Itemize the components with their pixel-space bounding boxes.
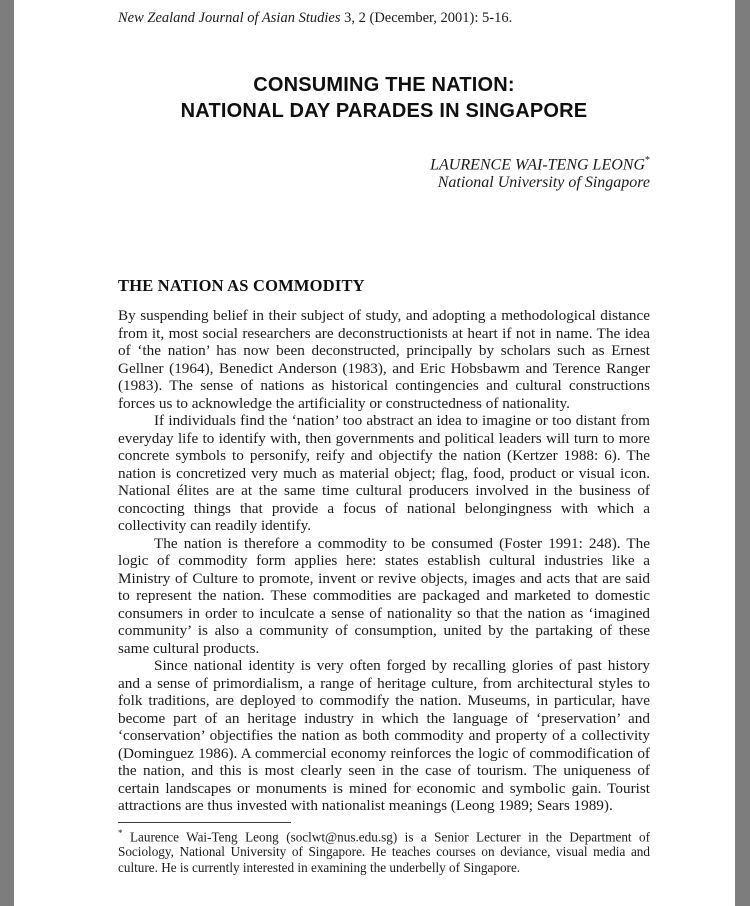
- footnote: [118, 826, 650, 875]
- paper-title-line2: NATIONAL DAY PARADES IN SINGAPORE: [180, 100, 588, 122]
- body-paragraph: By suspending belief in their subject of study, and adopting a methodological distance from it, most social researchers are deconstructionists at heart if not in name. The idea of ‘the nation’ has now been deconstructed, principally by scholars such as Ernest Gellner (1964), Benedict Anderson (1983), and Eric Hobsbawm and Terence Ranger (1983). The sense of nations as historical contingencies and cultural constructions forces us to acknowledge the artificiality or constructedness of nationality.: [118, 307, 650, 412]
- journal-title: New Zealand Journal of Asian Studies: [118, 10, 341, 26]
- scan-edge-right: [735, 0, 750, 906]
- paper-title: [118, 72, 650, 124]
- author-affiliation: National University of Singapore: [437, 174, 650, 192]
- footnote-marker: *: [118, 827, 123, 838]
- body-paragraph: If individuals find the ‘nation’ too abstract an idea to imagine or too distant from everyday life to identify with, then governments and political leaders will turn to more concrete symbols to personify, reify and objectify the nation (Kertzer 1988: 6). The nation is concretized very much as material object; flag, food, product or visual icon. National élites are at the same time cultural producers involved in the business of concocting things that provide a focus of national belongingness with which a collectivity can readily identify.: [118, 412, 650, 535]
- author-name-line: [118, 152, 650, 174]
- author-block: [118, 152, 650, 192]
- body-copy: [118, 307, 650, 815]
- author-name: LAURENCE WAI-TENG LEONG: [430, 156, 645, 174]
- scan-edge-left: [0, 0, 14, 906]
- author-footnote-marker: *: [645, 155, 650, 166]
- journal-citation-rest: 3, 2 (December, 2001): 5-16.: [340, 10, 513, 26]
- document-page: [118, 0, 650, 875]
- body-paragraph: The nation is therefore a commodity to be consumed (Foster 1991: 248). The logic of commodity form applies here: states establish cultural industries like a Ministry of Culture to promote, invent or revive objects, images and acts that are said to represent the nation. These commodities are packaged and marketed to domestic consumers in order to inculcate a sense of nationality so that the nation as ‘imagined community’ is also a community of consumption, united by the partaking of these same cultural products.: [118, 534, 650, 657]
- footnote-separator: [118, 822, 291, 823]
- journal-citation: [118, 9, 650, 27]
- paper-title-line1: CONSUMING THE NATION:: [253, 74, 515, 96]
- footnote-text: Laurence Wai-Teng Leong (soclwt@nus.edu.sg) is a Senior Lecturer in the Department of Sociology, National University of Singapore. He teaches courses on deviance, visual media and culture. He is currently interested in examining the underbelly of Singapore.: [118, 829, 650, 875]
- section-heading: THE NATION AS COMMODITY: [118, 276, 365, 296]
- body-paragraph: Since national identity is very often forged by recalling glories of past history and a sense of primordialism, a range of heritage culture, from architectural styles to folk traditions, are deployed to commodify the nation. Museums, in particular, have become part of an heritage industry in which the language of ‘preservation’ and ‘conservation’ objectifies the nation as both commodity and property of a collectivity (Dominguez 1986). A commercial economy reinforces the logic of commodification of the nation, and this is most clearly seen in the case of tourism. The uniqueness of certain landscapes or monuments is mined for economic and symbolic gain. Tourist attractions are thus invested with nationalist meanings (Leong 1989; Sears 1989).: [118, 657, 650, 815]
